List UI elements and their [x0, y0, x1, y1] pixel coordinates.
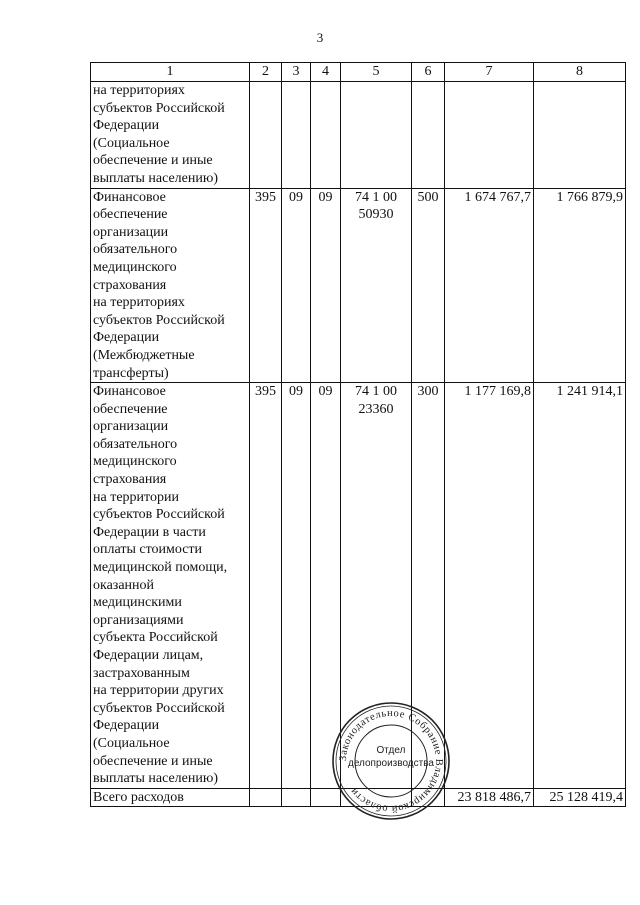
expense-type-cell: 500: [412, 188, 445, 383]
row-name-line: Финансовое: [93, 189, 166, 205]
target-article-line: 74 1 00: [355, 384, 397, 400]
target-article-line: 74 1 00: [355, 189, 397, 205]
header-cell: 6: [412, 63, 445, 82]
header-cell: 5: [341, 63, 412, 82]
ministry-code-cell: 395: [250, 188, 282, 383]
subsection-code-cell: 09: [311, 383, 341, 789]
row-name-line: страхования: [93, 472, 167, 488]
target-article-cell: [341, 188, 412, 383]
stamp-ring-text: Законодательное Собрание Владимирской области: [337, 707, 445, 815]
row-name-line: медицинскими: [93, 595, 182, 611]
row-name-line: Федерации: [93, 718, 160, 734]
row-name-line: медицинского: [93, 454, 177, 470]
table-row: [91, 82, 626, 189]
ministry-code-cell: [250, 82, 282, 189]
total-label-cell: Всего расходов: [91, 788, 250, 807]
row-name-line: (Межбюджетные: [93, 347, 195, 363]
header-cell: 2: [250, 63, 282, 82]
row-name-line: (Социальное: [93, 135, 170, 151]
row-name-line: субъектов Российской: [93, 700, 225, 716]
amount-year2-cell: 1 766 879,9: [534, 188, 626, 383]
expense-type-cell: 300: [412, 383, 445, 789]
row-name-line: выплаты населению): [93, 170, 218, 186]
budget-table: [90, 62, 626, 807]
row-name-line: (Социальное: [93, 735, 170, 751]
row-name-line: страхования: [93, 277, 167, 293]
row-name-cell: [91, 188, 250, 383]
row-name-line: обязательного: [93, 242, 178, 258]
row-name-line: Федерации: [93, 330, 160, 346]
row-name-line: обязательного: [93, 436, 178, 452]
row-name-line: на территориях: [93, 83, 185, 98]
row-name-cell: [91, 383, 250, 789]
row-name-line: на территории: [93, 489, 179, 505]
stamp-center-line: делопроизводства: [347, 758, 434, 769]
total-year1-cell: 23 818 486,7: [445, 788, 534, 807]
header-cell: 3: [282, 63, 311, 82]
ministry-code-cell: 395: [250, 383, 282, 789]
table-row: [91, 188, 626, 383]
amount-year2-cell: 1 241 914,1: [534, 383, 626, 789]
amount-year1-cell: 1 674 767,7: [445, 188, 534, 383]
empty-cell: [250, 788, 282, 807]
target-article-line: 23360: [358, 401, 394, 417]
row-name-line: выплаты населению): [93, 771, 218, 787]
table-header-row: [91, 63, 626, 82]
row-name-line: обеспечение и иные: [93, 153, 213, 169]
row-name-line: субъекта Российской: [93, 630, 218, 646]
row-name-line: оказанной: [93, 577, 155, 593]
row-name-line: медицинской помощи,: [93, 560, 228, 576]
row-name-line: субъектов Российской: [93, 507, 225, 523]
row-name-cell: [91, 82, 250, 189]
row-name-line: субъектов Российской: [93, 100, 225, 116]
row-name-line: трансферты): [93, 365, 169, 381]
expense-type-cell: [412, 82, 445, 189]
section-code-cell: 09: [282, 188, 311, 383]
row-name-line: Финансовое: [93, 384, 166, 400]
row-name-line: на территориях: [93, 295, 185, 311]
amount-year2-cell: [534, 82, 626, 189]
header-cell: 7: [445, 63, 534, 82]
header-cell: 1: [91, 63, 250, 82]
stamp-center-line: Отдел: [376, 745, 406, 756]
section-code-cell: 09: [282, 383, 311, 789]
row-name-line: на территории других: [93, 683, 224, 699]
row-name-line: медицинского: [93, 259, 177, 275]
row-name-line: организации: [93, 419, 169, 435]
target-article-cell: [341, 82, 412, 189]
row-name-line: организациями: [93, 612, 184, 628]
total-year2-cell: 25 128 419,4: [534, 788, 626, 807]
section-code-cell: [282, 82, 311, 189]
amount-year1-cell: 1 177 169,8: [445, 383, 534, 789]
row-name-line: застрахованным: [93, 665, 190, 681]
official-stamp: [330, 700, 452, 822]
page-number: 3: [316, 30, 324, 45]
row-name-line: обеспечение: [93, 401, 168, 417]
row-name-line: Федерации в части: [93, 524, 206, 540]
row-name-line: оплаты стоимости: [93, 542, 203, 558]
subsection-code-cell: 09: [311, 188, 341, 383]
row-name-line: обеспечение и иные: [93, 753, 213, 769]
target-article-line: 50930: [358, 207, 394, 223]
empty-cell: [282, 788, 311, 807]
header-cell: 4: [311, 63, 341, 82]
row-name-line: Федерации лицам,: [93, 648, 204, 663]
amount-year1-cell: [445, 82, 534, 189]
row-name-line: организации: [93, 224, 169, 240]
row-name-line: обеспечение: [93, 207, 168, 223]
subsection-code-cell: [311, 82, 341, 189]
header-cell: 8: [534, 63, 626, 82]
row-name-line: Федерации: [93, 118, 160, 134]
row-name-line: субъектов Российской: [93, 312, 225, 328]
